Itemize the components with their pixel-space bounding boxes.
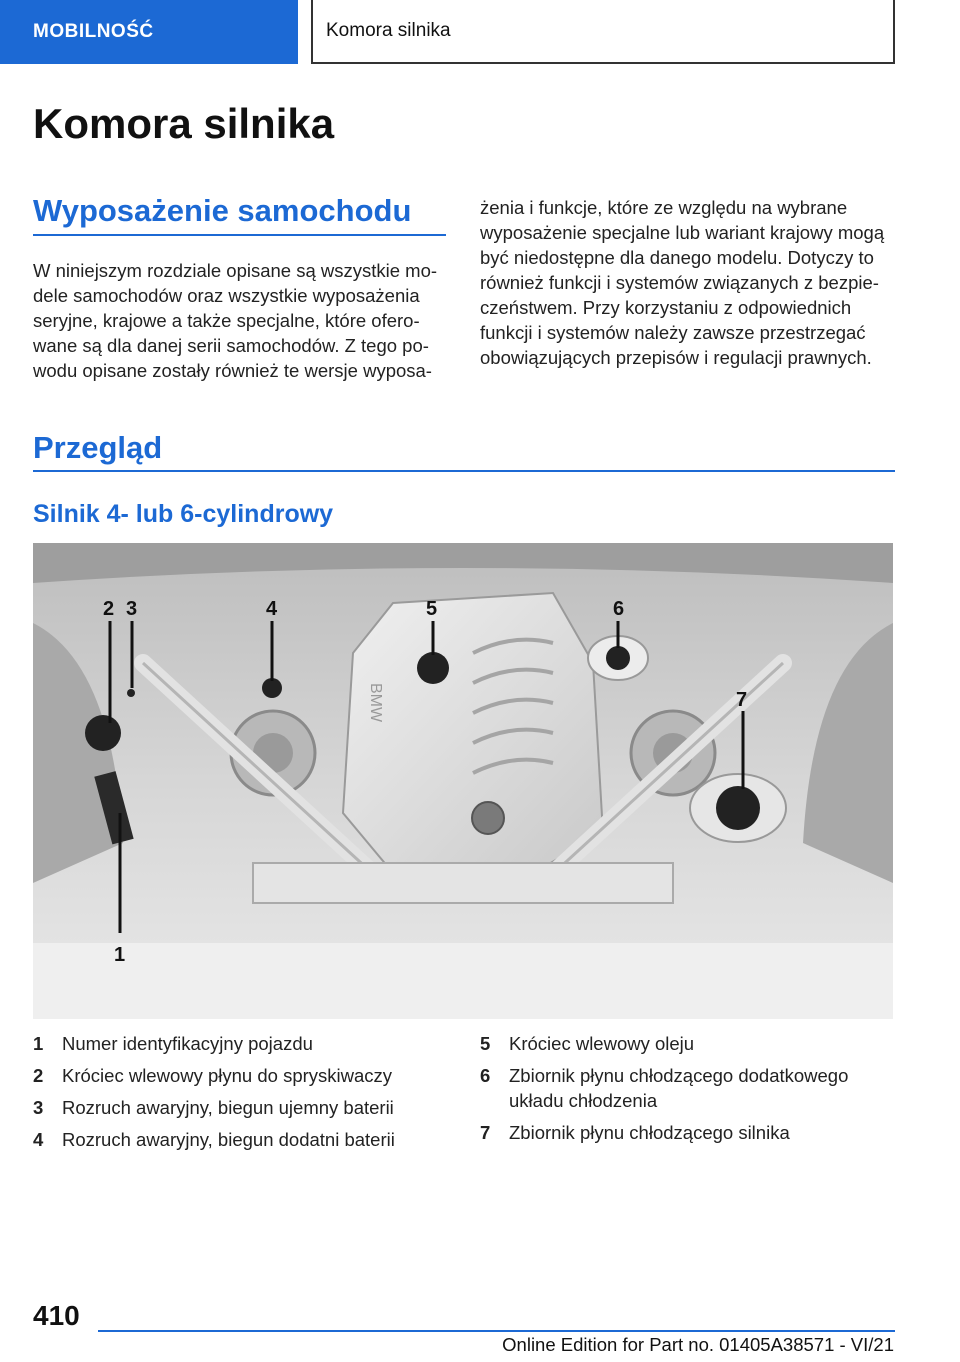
header-title: Komora silnika — [311, 0, 895, 64]
overview-heading: Przegląd — [33, 430, 163, 465]
engine-bay-illustration — [33, 543, 893, 1019]
callout-4: 4 — [266, 598, 278, 620]
legend-text: układu chłodzenia — [509, 1090, 658, 1111]
page-number: 410 — [33, 1300, 80, 1331]
callout-3: 3 — [126, 598, 138, 620]
legend-number: 5 — [480, 1033, 491, 1054]
text-line: W niniejszym rozdziale opisane są wszystkie mo‐ — [33, 260, 438, 281]
legend-text: Króciec wlewowy płynu do spryskiwaczy — [62, 1065, 393, 1086]
text-line: obowiązujących przepisów i regulacji prawnych. — [480, 347, 872, 368]
callout-1: 1 — [114, 944, 126, 966]
legend-text: Zbiornik płynu chłodzącego dodatkowego — [509, 1065, 849, 1086]
legend-item — [480, 1063, 848, 1113]
legend-item — [33, 1031, 395, 1056]
legend-text: Zbiornik płynu chłodzącego silnika — [509, 1122, 790, 1143]
text-line: wodu opisane zostały również te wersje wyposa‐ — [33, 360, 432, 381]
legend-number: 6 — [480, 1065, 491, 1086]
text-line: funkcji i systemów należy zawsze przestrzegać — [480, 322, 866, 343]
legend-item — [480, 1120, 848, 1145]
callout-6: 6 — [613, 598, 625, 620]
footer-edition: Online Edition for Part no. 01405A38571 - VI/21 — [502, 1334, 894, 1355]
text-line: wyposażenie specjalne lub wariant krajowy mogą — [480, 222, 885, 243]
text-line: wane są dla danej serii samochodów. Z tego po‐ — [33, 335, 429, 356]
section-tab: MOBILNOŚĆ — [0, 0, 298, 64]
legend-text: Rozruch awaryjny, biegun ujemny baterii — [62, 1097, 394, 1118]
equipment-text-right — [480, 195, 884, 370]
legend-left — [33, 1031, 395, 1159]
legend-number: 4 — [33, 1129, 44, 1150]
equipment-text-left — [33, 258, 437, 383]
legend-text: Numer identyfikacyjny pojazdu — [62, 1033, 313, 1054]
text-line: seryjne, krajowe a także specjalne, które ofero‐ — [33, 310, 420, 331]
footer-rule — [98, 1330, 895, 1332]
text-line: dele samochodów oraz wszystkie wyposażenia — [33, 285, 420, 306]
legend-item — [33, 1063, 395, 1088]
legend-number: 3 — [33, 1097, 44, 1118]
legend-number: 2 — [33, 1065, 44, 1086]
callout-7: 7 — [736, 689, 748, 711]
cover-logo-text: BMW — [367, 683, 384, 723]
text-line: czeństwem. Przy korzystaniu z odpowiednich — [480, 297, 852, 318]
legend-text: Rozruch awaryjny, biegun dodatni baterii — [62, 1129, 395, 1150]
text-line: również funkcji i systemów związanych z bezpie‐ — [480, 272, 879, 293]
legend-item — [33, 1127, 395, 1152]
engine-subheading: Silnik 4- lub 6-cylindrowy — [33, 500, 334, 528]
legend-right — [480, 1031, 848, 1152]
legend-text: Króciec wlewowy oleju — [509, 1033, 695, 1054]
equipment-heading: Wyposażenie samochodu — [33, 193, 412, 228]
equipment-rule — [33, 234, 446, 236]
callout-5: 5 — [426, 598, 438, 620]
legend-item — [33, 1095, 395, 1120]
legend-number: 7 — [480, 1122, 491, 1143]
legend-number: 1 — [33, 1033, 44, 1054]
text-line: być niedostępne dla danego modelu. Dotyczy to — [480, 247, 874, 268]
legend-item — [480, 1031, 848, 1056]
overview-rule — [33, 470, 895, 472]
text-line: żenia i funkcje, które ze względu na wybrane — [480, 197, 848, 218]
callout-2: 2 — [103, 598, 115, 620]
page-title: Komora silnika — [33, 100, 335, 147]
